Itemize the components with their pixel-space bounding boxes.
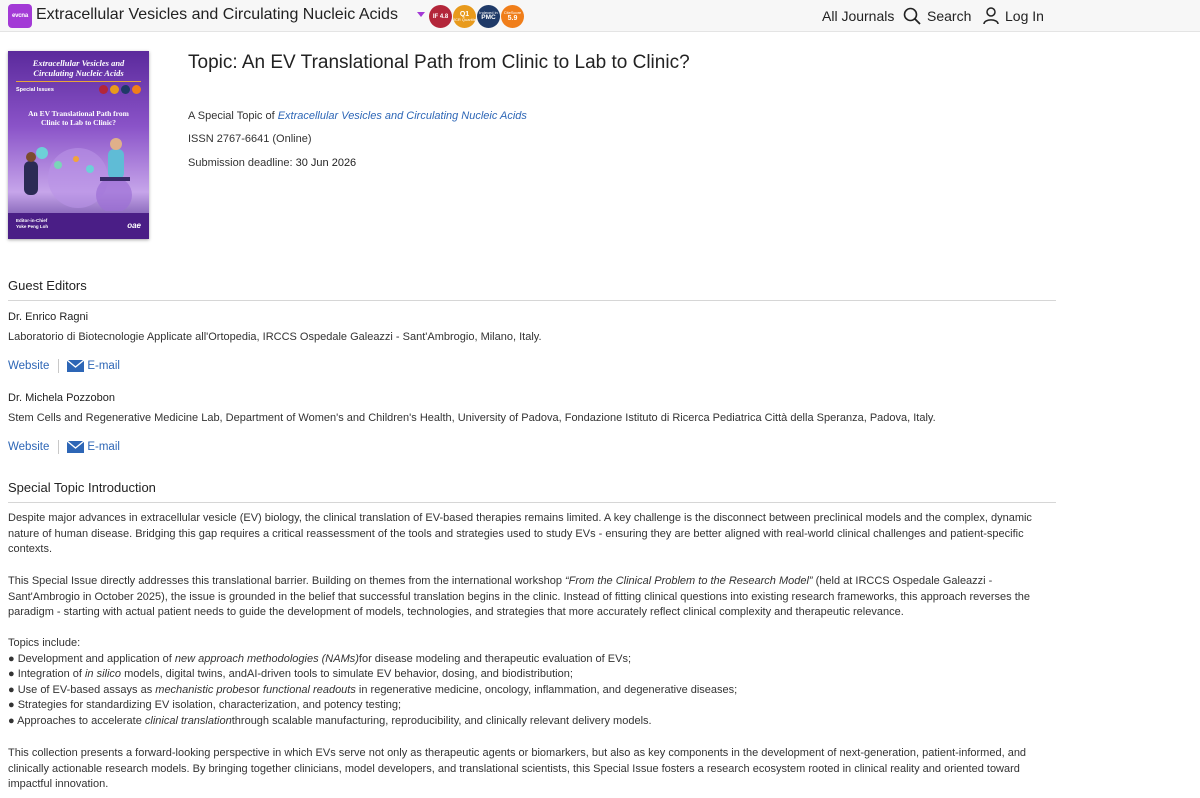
cover-divider [16, 81, 141, 82]
cover-illustration [18, 133, 139, 211]
publisher-logo: oae [127, 221, 141, 230]
intro-heading: Special Topic Introduction [8, 480, 1056, 503]
topics-label: Topics include: [8, 637, 81, 649]
email-link[interactable]: E-mail [87, 360, 120, 372]
cover-footer [8, 213, 149, 239]
editor-affiliation: Laboratorio di Biotecnologie Applicate all'Ortopedia, IRCCS Ospedale Galeazzi - Sant'Ambrogio, Milano, Italy. [8, 331, 542, 343]
pmc-badge: Indexed in PMC [477, 5, 500, 28]
special-issue-cover[interactable] [8, 51, 149, 239]
cover-journal-title: Extracellular Vesicles and Circulating Nucleic Acids [32, 58, 125, 78]
journal-title[interactable]: Extracellular Vesicles and Circulating Nucleic Acids [36, 6, 398, 23]
login-label: Log In [1005, 8, 1044, 24]
all-journals-label: All Journals [822, 8, 895, 24]
quartile-badge: Q1 JCR Quartile [453, 5, 476, 28]
user-icon [983, 7, 999, 25]
list-item: ● Strategies for standardizing EV isolation, characterization, and potency testing; [8, 699, 402, 712]
journal-logo[interactable]: evcna [8, 4, 32, 28]
issn-text: ISSN 2767-6641 (Online) [188, 133, 312, 145]
editor-name: Dr. Michela Pozzobon [8, 392, 115, 404]
journal-link[interactable]: Extracellular Vesicles and Circulating Nucleic Acids [277, 110, 527, 122]
intro-paragraph: This collection presents a forward-looking perspective in which EVs serve not only as therapeutic agents or biomarkers, but also as key components in the development of next-generation, patient-informed, and clinically actionable research models. By bringing together clinicians, model developers, and translational scientists, this Special Issue fosters a research ecosystem rooted in clinical reality and oriented toward impactful innovation. [8, 747, 1027, 791]
link-divider [58, 440, 59, 454]
search-label: Search [927, 8, 972, 24]
editor-affiliation: Stem Cells and Regenerative Medicine Lab, Department of Women's and Children's Health, University of Padova, Fondazione Istituto di Ricerca Pediatrica Città della Speranza, Padova, Italy. [8, 412, 936, 424]
search-icon [903, 7, 921, 25]
list-item: ● Integration of in silico models, digital twins, andAI-driven tools to simulate EV behavior, dosing, and biodistribution; [8, 668, 573, 681]
search-button[interactable] [903, 0, 971, 32]
editor-links [8, 359, 120, 373]
list-item: ● Use of EV-based assays as mechanistic probesor functional readouts in regenerative medicine, oncology, inflammation, and degenerative diseases; [8, 683, 738, 696]
cover-editor-info: Editor-in-Chief Yoke Peng Loh [16, 218, 49, 229]
impact-factor-badge: IF 4.8 [429, 5, 452, 28]
submission-deadline: Submission deadline: 30 Jun 2026 [188, 157, 357, 169]
list-item: ● Development and application of new approach methodologies (NAMs)for disease modeling and therapeutic evaluation of EVs; [8, 652, 632, 665]
list-item: ● Approaches to accelerate clinical translationthrough scalable manufacturing, reproducibility, and clinically relevant delivery models. [8, 714, 652, 727]
cover-series-label: Special Issues [16, 87, 54, 93]
intro-paragraph: This Special Issue directly addresses this translational barrier. Building on themes from the international workshop “From the Clinical Problem to the Research Model” (held at IRCCS Ospedale Galeazzi - Sant'Ambrogio in October 2025), the issue is grounded in the belief that successful translation begins in the clinic. Instead of fitting clinical questions into existing research frameworks, this approach reverses the paradigm - starting with actual patient needs to guide the development of models, technologies, and strategies that more accurately reflect clinical complexity and therapeutic relevance. [8, 575, 1030, 619]
website-link[interactable]: Website [8, 360, 50, 372]
intro-paragraph: Despite major advances in extracellular vesicle (EV) biology, the clinical translation of EV-based therapies remains limited. A key challenge is the disconnect between preclinical models and the complex, dynamic nature of human disease. Bridging this gap requires a critical reassessment of the tools and strategies used to study EVs - ensuring they are better aligned with real-world clinical challenges and patient-specific contexts. [8, 512, 1032, 556]
link-divider [58, 359, 59, 373]
special-topic-line: A Special Topic of Extracellular Vesicles and Circulating Nucleic Acids [188, 110, 527, 122]
editor-name: Dr. Enrico Ragni [8, 311, 89, 323]
cover-badges [99, 85, 141, 94]
email-link[interactable]: E-mail [87, 441, 120, 453]
guest-editors-heading: Guest Editors [8, 278, 1056, 301]
site-header [0, 0, 1200, 32]
deadline-date: 30 Jun 2026 [295, 157, 357, 169]
chevron-down-icon[interactable] [417, 12, 425, 17]
citescore-badge: CiteScore 5.9 [501, 5, 524, 28]
all-journals-link[interactable] [822, 0, 894, 32]
email-icon[interactable] [67, 360, 84, 372]
email-icon[interactable] [67, 441, 84, 453]
website-link[interactable]: Website [8, 441, 50, 453]
topics-list [8, 636, 1048, 730]
editor-links [8, 440, 120, 454]
cover-subtitle: An EV Translational Path from Clinic to Lab to Clinic? [28, 109, 129, 127]
page-title: Topic: An EV Translational Path from Clinic to Lab to Clinic? [188, 52, 690, 73]
login-button[interactable] [983, 0, 1044, 32]
